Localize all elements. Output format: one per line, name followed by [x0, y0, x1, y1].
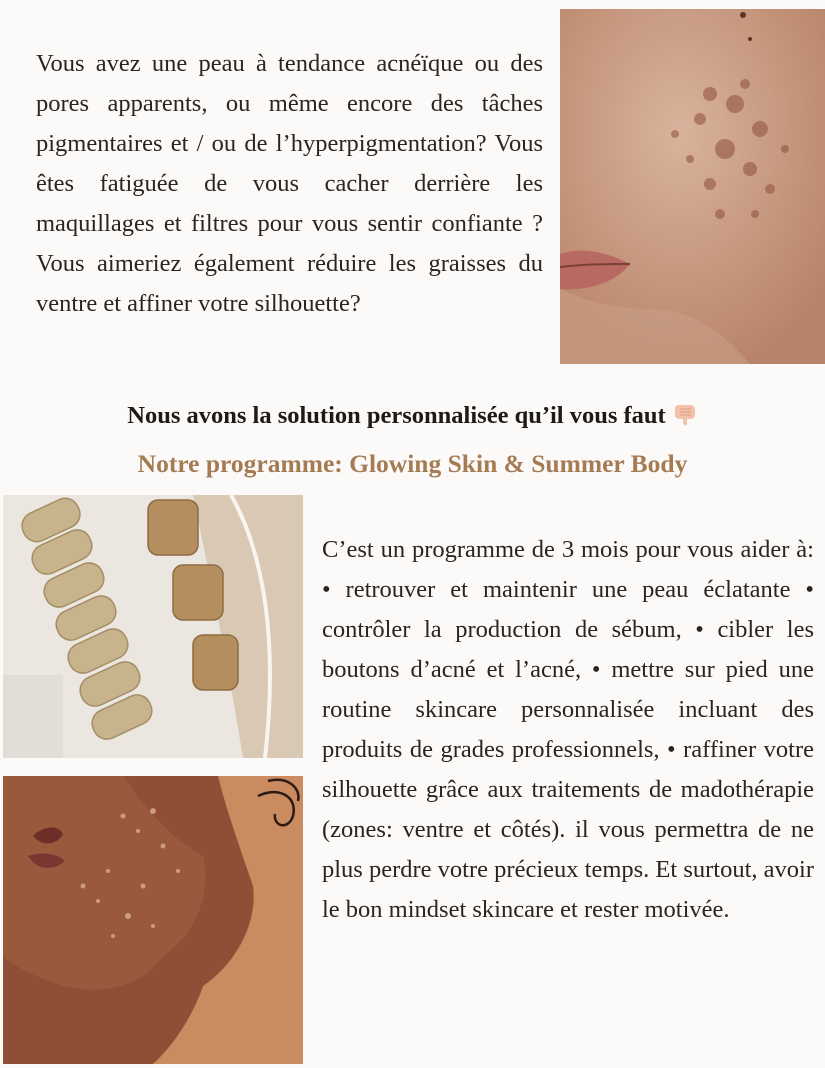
acne-profile-illustration	[3, 776, 303, 1064]
solution-headline	[0, 400, 825, 432]
wood-therapy-roller-photo	[3, 495, 303, 758]
program-title: Notre programme: Glowing Skin & Summer Body	[137, 449, 688, 478]
program-paragraph: C’est un programme de 3 mois pour vous aider à: • retrouver et maintenir une peau éclatante • contrôler la production de sébum, • cibler les boutons d’acné et l’acné, • mettre sur pied une routine skincare personnalisée incluant des produits de grades professionnels, • raffiner votre silhouette grâce aux traitements de madothérapie (zones: ventre et côtés). il vous permettra de ne plus perdre votre précieux temps. Et surtout, avoir le bon mindset skincare et rester motivée.	[322, 536, 814, 923]
intro-paragraph: Vous avez une peau à tendance acnéïque ou des pores apparents, ou même encore des tâches pigmentaires et / ou de l’hyperpigmentation? Vous êtes fatiguée de vous cacher derrière les maquillages et filtres pour vous sentir confiante ? Vous aimeriez également réduire les graisses du ventre et affiner votre silhouette?	[36, 50, 543, 317]
acne-profile-photo	[3, 776, 303, 1064]
solution-text: Nous avons la solution personnalisée qu’il vous faut	[127, 402, 666, 429]
pointing-down-hand-icon	[672, 403, 698, 425]
wooden-roller-illustration	[3, 495, 303, 758]
acne-face-illustration	[560, 9, 825, 364]
acne-face-photo	[560, 9, 825, 364]
